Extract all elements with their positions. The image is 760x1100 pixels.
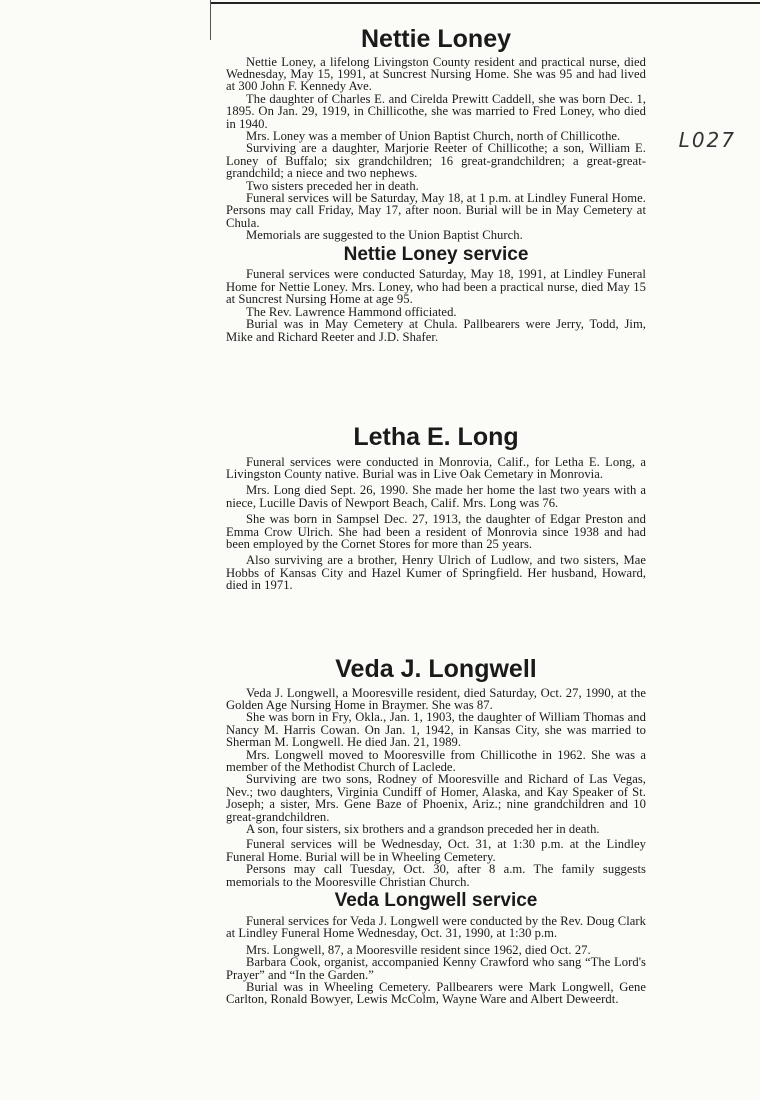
paragraph: Veda J. Longwell, a Mooresville resident, died Saturday, Oct. 27, 1990, at the Golden Age Nursing Home in Braymer. She was 87.	[226, 685, 646, 712]
left-rule	[210, 0, 211, 40]
top-rule	[210, 2, 760, 4]
service-title: Veda Longwell service	[334, 890, 538, 911]
obituary-name: Letha E. Long	[353, 423, 519, 451]
paragraph: Barbara Cook, organist, accompanied Kenny Crawford who sang “The Lord's Prayer” and “In the Garden.”	[226, 955, 646, 982]
obituary-name: Veda J. Longwell	[335, 655, 537, 683]
paragraph: Funeral services will be Saturday, May 18, at 1 p.m. at Lindley Funeral Home. Persons may call Friday, May 17, after noon. Burial will be in May Cemetery at Chula.	[226, 190, 646, 230]
paragraph: Mrs. Longwell moved to Mooresville from Chillicothe in 1962. She was a member of the Methodist Church of Laclede.	[226, 747, 646, 774]
obituary-letha-long	[226, 424, 646, 592]
paragraph: The Rev. Lawrence Hammond officiated.	[246, 304, 457, 319]
paragraph: Persons may call Tuesday, Oct. 30, after 8 a.m. The family suggests memorials to the Mooresville Christian Church.	[226, 862, 646, 889]
paragraph: Surviving are two sons, Rodney of Mooresville and Richard of Las Vegas, Nev.; two daughters, Virginia Cundiff of Homer, Alaska, and Kay Speaker of St. Joseph; a sister, Mrs. Gene Baze of Phoenix, Ariz.; nine grandchildren and 10 great-grandchildren.	[226, 772, 646, 824]
paragraph: Mrs. Long died Sept. 26, 1990. She made her home the last two years with a niece, Lucille Davis of Newport Beach, Calif. Mrs. Long was 76.	[226, 483, 646, 510]
obituary-nettie-loney	[226, 26, 646, 343]
paragraph: Burial was in May Cemetery at Chula. Pallbearers were Jerry, Todd, Jim, Mike and Richard Reeter and J.D. Shafer.	[226, 317, 646, 344]
paragraph: Funeral services will be Wednesday, Oct. 31, at 1:30 p.m. at the Lindley Funeral Home. Burial will be in Wheeling Cemetery.	[226, 837, 646, 864]
paragraph: Funeral services for Veda J. Longwell were conducted by the Rev. Doug Clark at Lindley Funeral Home Wednesday, Oct. 31, 1990, at 1:30 p.m.	[226, 913, 646, 941]
margin-handwritten-note: L027	[678, 128, 736, 152]
paragraph: She was born in Fry, Okla., Jan. 1, 1903, the daughter of William Thomas and Nancy M. Harris Cowan. On Jan. 1, 1942, in Kansas City, she was married to Sherman M. Longwell. He died Jan. 21, 1989.	[226, 710, 646, 750]
obituary-veda-longwell	[226, 656, 646, 1006]
paragraph: Funeral services were conducted in Monrovia, Calif., for Letha E. Long, a Livingston County native. Burial was in Live Oak Cemetary in Monrovia.	[226, 454, 646, 481]
paragraph: The daughter of Charles E. and Cirelda Prewitt Caddell, she was born Dec. 1, 1895. On Jan. 29, 1919, in Chillicothe, she was married to Fred Loney, who died in 1940.	[226, 91, 646, 131]
paragraph: Burial was in Wheeling Cemetery. Pallbearers were Mark Longwell, Gene Carlton, Ronald Bowyer, Lewis McColm, Wayne Ware and Albert Deweerdt.	[226, 979, 646, 1007]
service-title: Nettie Loney service	[343, 243, 529, 265]
paragraph: Nettie Loney, a lifelong Livingston County resident and practical nurse, died Wednesday, May 15, 1991, at Suncrest Nursing Home. She was 95 and had lived at 300 John F. Kennedy Ave.	[226, 54, 646, 94]
paragraph: Mrs. Loney was a member of Union Baptist Church, north of Chillicothe.	[246, 128, 621, 143]
paragraph: She was born in Sampsel Dec. 27, 1913, the daughter of Edgar Preston and Emma Crow Ulrich. She had been a resident of Monrovia since 1938 and had been employed by the Cornet Stores for more than 25 years.	[226, 512, 646, 551]
obituary-name: Nettie Loney	[360, 25, 512, 53]
paragraph: Memorials are suggested to the Union Baptist Church.	[246, 228, 523, 243]
paragraph: Two sisters preceded her in death.	[246, 178, 419, 193]
paragraph: A son, four sisters, six brothers and a grandson preceded her in death.	[246, 821, 600, 836]
paragraph: Also surviving are a brother, Henry Ulrich of Ludlow, and two sisters, Mae Hobbs of Kansas City and Hazel Kumer of Springfield. Her husband, Howard, died in 1971.	[226, 553, 646, 593]
paragraph: Funeral services were conducted Saturday, May 18, 1991, at Lindley Funeral Home for Nettie Loney. Mrs. Loney, who had been a practical nurse, died May 15 at Suncrest Nursing Home at age 95.	[226, 267, 646, 307]
paragraph: Mrs. Longwell, 87, a Mooresville resident since 1962, died Oct. 27.	[246, 942, 591, 957]
paragraph: Surviving are a daughter, Marjorie Reeter of Chillicothe; a son, William E. Loney of Buffalo; six grandchildren; 16 great-grandchildren; a great-great-grandchild; a niece and two nephews.	[226, 141, 646, 181]
